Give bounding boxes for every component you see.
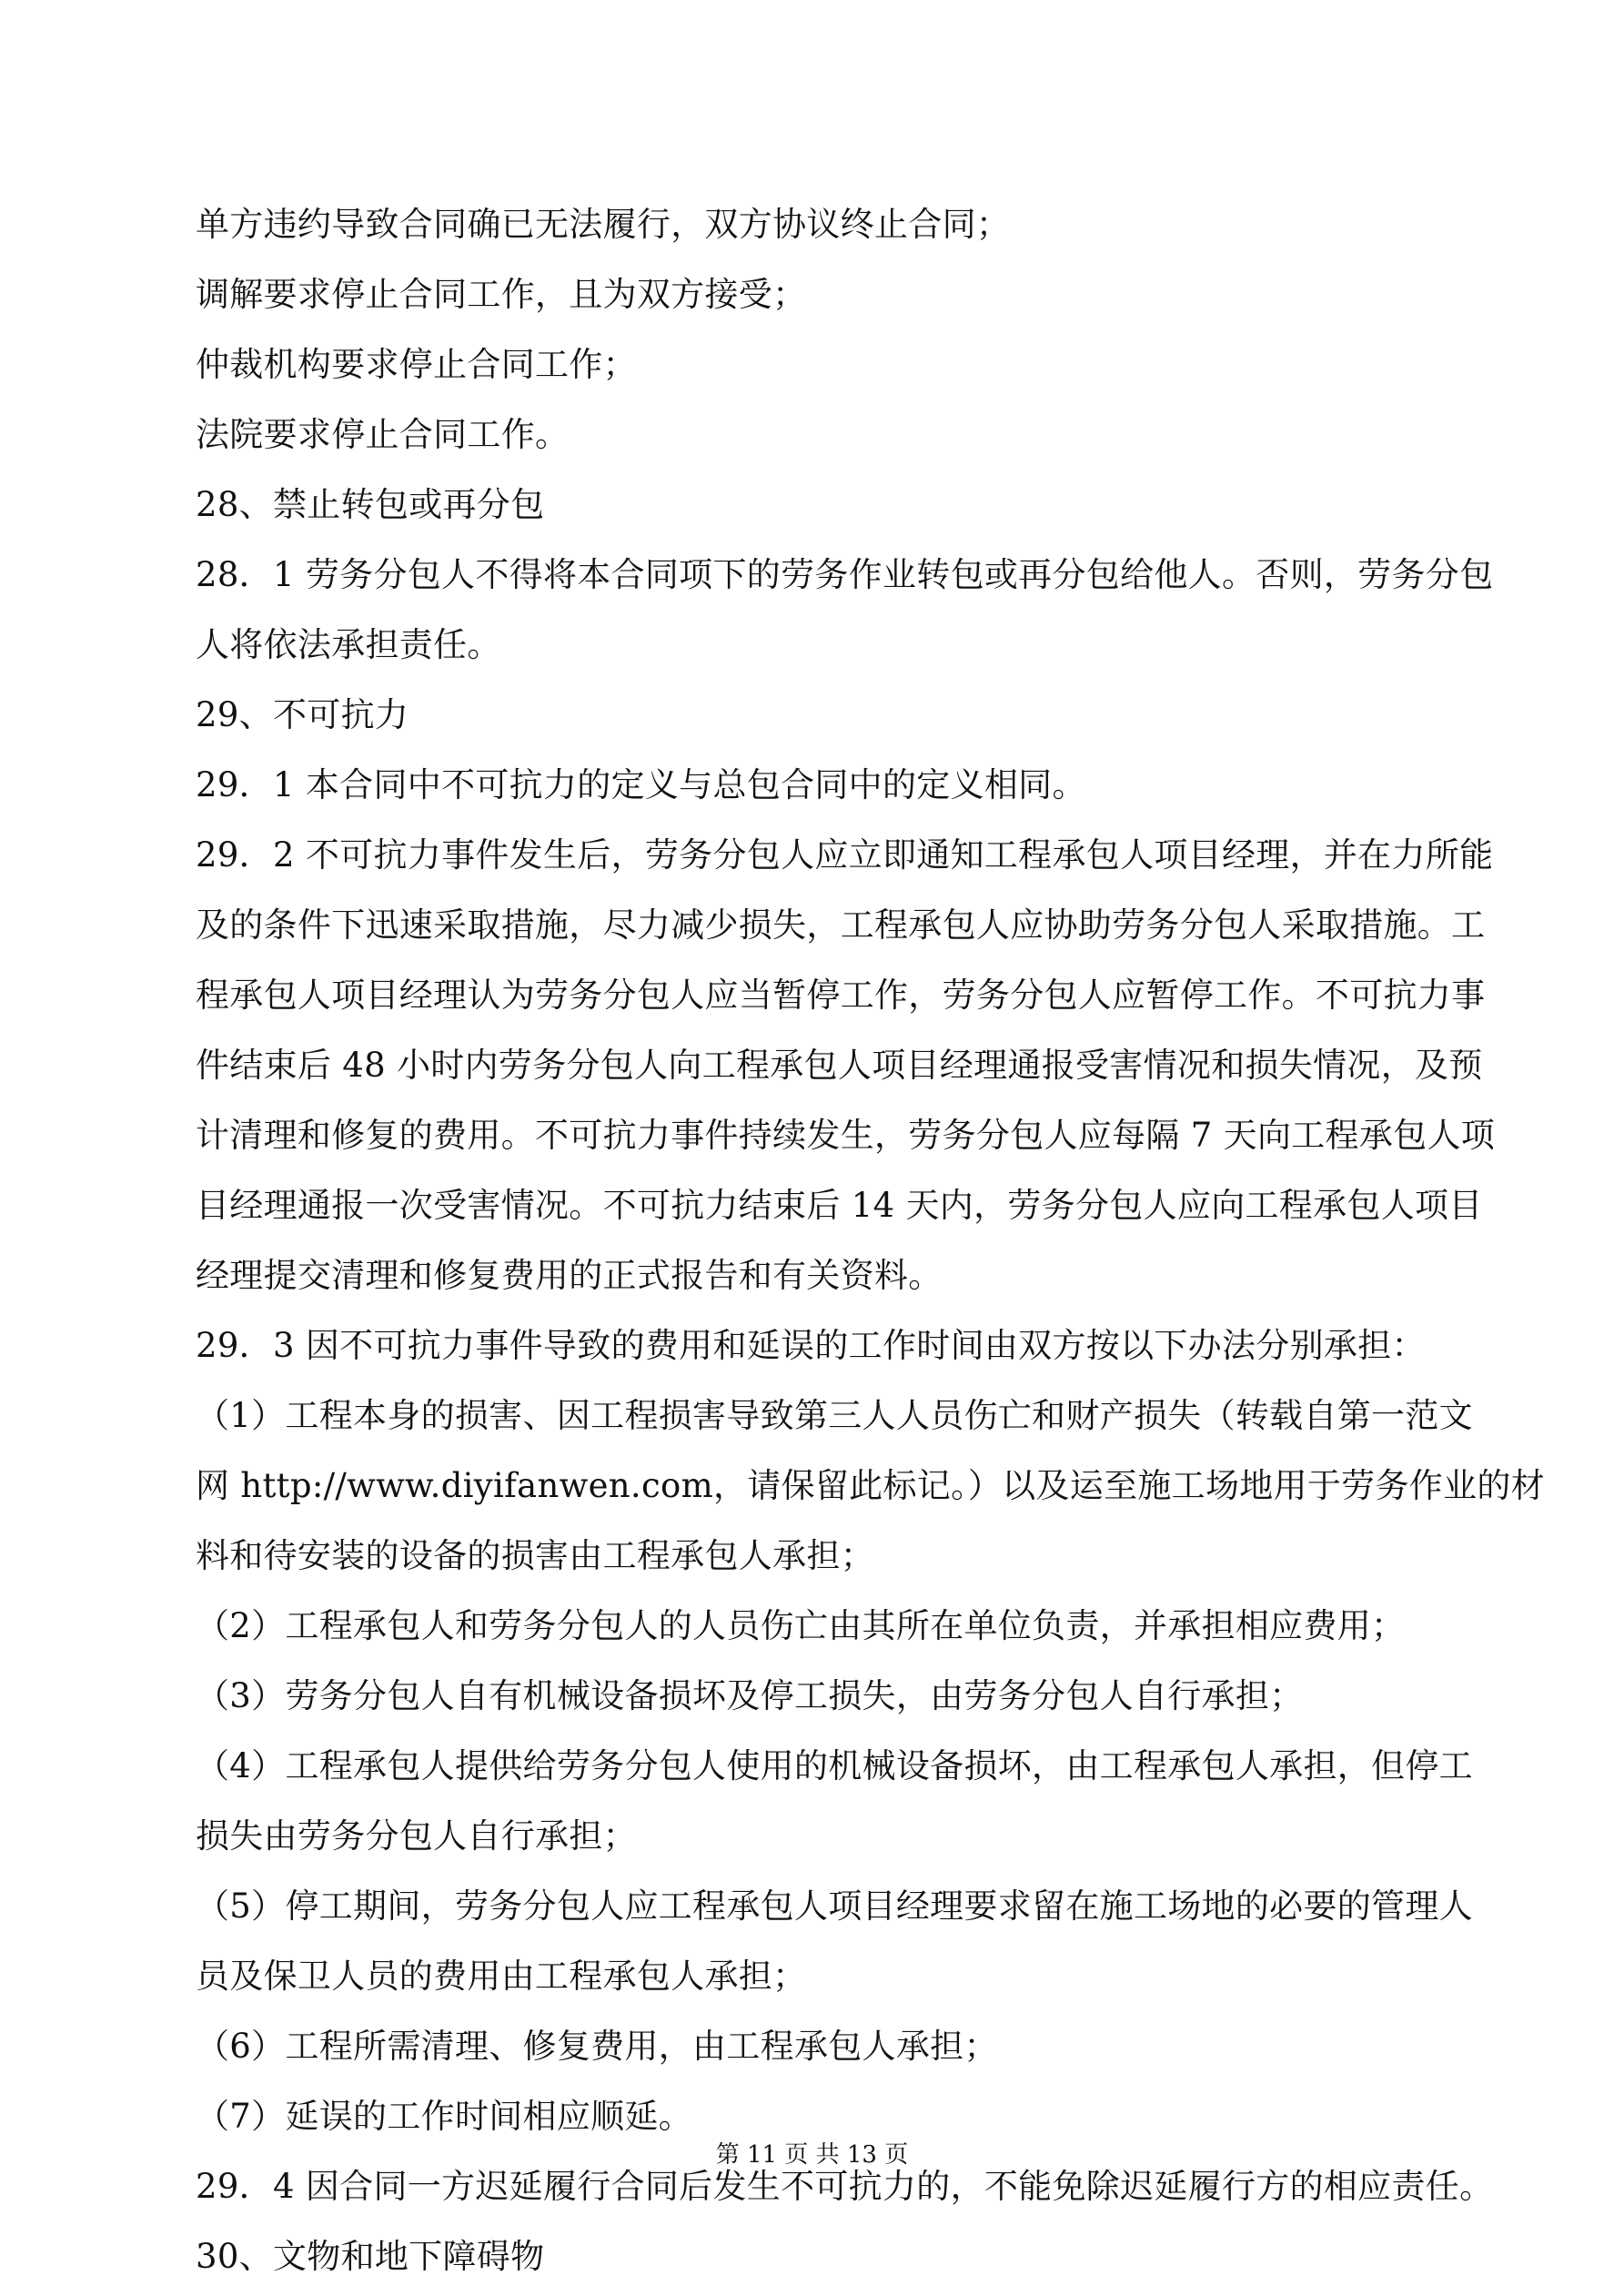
text-line: 计清理和修复的费用。不可抗力事件持续发生，劳务分包人应每隔 7 天向工程承包人项 (196, 1116, 1496, 1155)
text-line: （7）延误的工作时间相应顺延。 (196, 2097, 693, 2136)
text-line: （3）劳务分包人自有机械设备损坏及停工损失，由劳务分包人自行承担； (196, 1676, 1304, 1715)
text-line: 29．3 因不可抗力事件导致的费用和延误的工作时间由双方按以下办法分别承担： (196, 1326, 1426, 1365)
page-number-footer: 第 11 页 共 13 页 (715, 2141, 909, 2169)
text-line: 法院要求停止合同工作。 (196, 415, 570, 454)
text-line: 28．1 劳务分包人不得将本合同项下的劳务作业转包或再分包给他人。否则，劳务分包 (196, 555, 1494, 594)
text-line: 经理提交清理和修复费用的正式报告和有关资料。 (196, 1256, 943, 1295)
text-line: （6）工程所需清理、修复费用，由工程承包人承担； (196, 2027, 998, 2066)
text-line: 人将依法承担责任。 (196, 625, 501, 664)
text-line: 目经理通报一次受害情况。不可抗力结束后 14 天内，劳务分包人应向工程承包人项目 (196, 1186, 1483, 1225)
text-line: 仲裁机构要求停止合同工作； (196, 345, 637, 384)
text-line: 件结束后 48 小时内劳务分包人向工程承包人项目经理通报受害情况和损失情况，及预 (196, 1046, 1483, 1085)
section-heading-30: 30、文物和地下障碍物 (196, 2237, 545, 2276)
section-heading-29: 29、不可抗力 (196, 695, 409, 734)
section-heading-28: 28、禁止转包或再分包 (196, 485, 545, 524)
text-line: （5）停工期间，劳务分包人应工程承包人项目经理要求留在施工场地的必要的管理人 (196, 1886, 1473, 1926)
document-body (196, 189, 1545, 2291)
text-line: 29．2 不可抗力事件发生后，劳务分包人应立即通知工程承包人项目经理，并在力所能 (196, 835, 1494, 875)
text-line: 料和待安装的设备的损害由工程承包人承担； (196, 1536, 874, 1575)
text-line: （2）工程承包人和劳务分包人的人员伤亡由其所在单位负责，并承担相应费用； (196, 1606, 1406, 1645)
text-line: 调解要求停止合同工作，且为双方接受； (196, 275, 807, 314)
text-line: 网 http://www.diyifanwen.com，请保留此标记。）以及运至施工场地用于劳务作业的材 (196, 1466, 1545, 1505)
text-line: 29．4 因合同一方迟延履行合同后发生不可抗力的，不能免除迟延履行方的相应责任。 (196, 2167, 1494, 2206)
text-line: 程承包人项目经理认为劳务分包人应当暂停工作，劳务分包人应暂停工作。不可抗力事 (196, 976, 1486, 1015)
text-line: 员及保卫人员的费用由工程承包人承担； (196, 1957, 807, 1996)
text-line: 及的条件下迅速采取措施，尽力减少损失，工程承包人应协助劳务分包人采取措施。工 (196, 905, 1486, 945)
text-line: （4）工程承包人提供给劳务分包人使用的机械设备损坏，由工程承包人承担，但停工 (196, 1746, 1473, 1785)
text-line: （1）工程本身的损害、因工程损害导致第三人人员伤亡和财产损失（转载自第一范文 (196, 1396, 1473, 1435)
text-line: 单方违约导致合同确已无法履行，双方协议终止合同； (196, 205, 1011, 244)
text-line: 损失由劳务分包人自行承担； (196, 1816, 637, 1856)
text-line: 29．1 本合同中不可抗力的定义与总包合同中的定义相同。 (196, 765, 1086, 804)
